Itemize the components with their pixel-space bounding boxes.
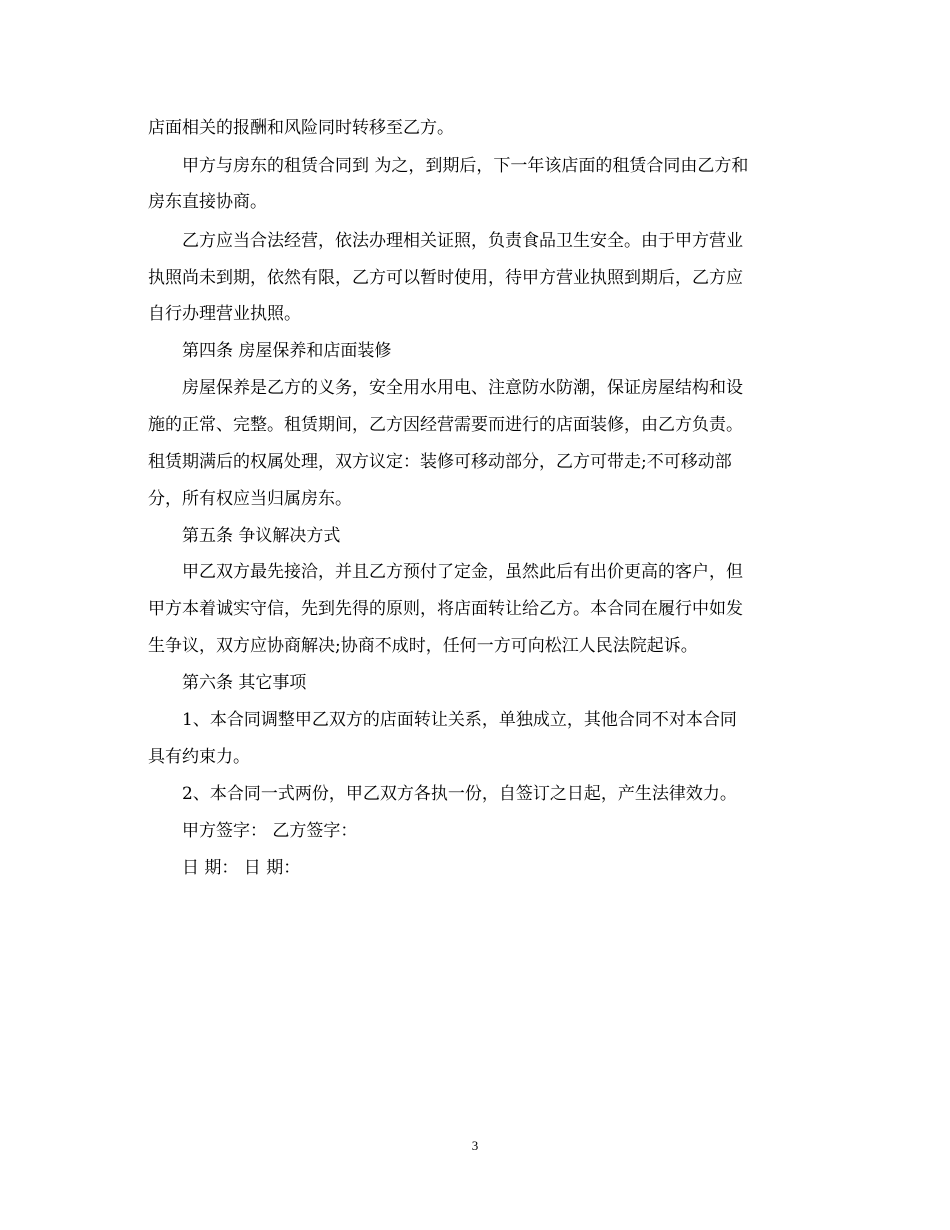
section-heading-article-4: 第四条 房屋保养和店面装修 (182, 341, 392, 361)
paragraph-line-13: 甲乙双方最先接洽，并且乙方预付了定金，虽然此后有出价更高的客户，但 (182, 562, 743, 582)
paragraph-line-6: 自行办理营业执照。 (148, 304, 301, 324)
paragraph-line-18: 具有约束力。 (148, 747, 250, 767)
paragraph-line-2: 甲方与房东的租赁合同到 为之，到期后，下一年该店面的租赁合同由乙方和 (182, 156, 749, 176)
paragraph-line-15: 生争议，双方应协商解决;协商不成时，任何一方可向松江人民法院起诉。 (148, 636, 698, 656)
paragraph-line-9: 施的正常、完整。租赁期间，乙方因经营需要而进行的店面装修，由乙方负责。 (148, 415, 743, 435)
paragraph-line-5: 执照尚未到期，依然有限，乙方可以暂时使用，待甲方营业执照到期后，乙方应 (148, 268, 743, 288)
section-heading-article-5: 第五条 争议解决方式 (182, 526, 341, 546)
signature-line: 甲方签字： 乙方签字： (182, 821, 358, 841)
paragraph-line-8: 房屋保养是乙方的义务，安全用水用电、注意防水防潮，保证房屋结构和设 (182, 378, 743, 398)
date-line: 日 期： 日 期： (182, 858, 301, 878)
paragraph-line-14: 甲方本着诚实守信，先到先得的原则，将店面转让给乙方。本合同在履行中如发 (148, 599, 743, 619)
paragraph-line-11: 分，所有权应当归属房东。 (148, 489, 352, 509)
paragraph-line-10: 租赁期满后的权属处理，双方议定：装修可移动部分，乙方可带走;不可移动部 (148, 452, 732, 472)
paragraph-line-1: 店面相关的报酬和风险同时转移至乙方。 (148, 118, 454, 138)
paragraph-line-17: 1、本合同调整甲乙双方的店面转让关系，单独成立，其他合同不对本合同 (182, 710, 737, 730)
paragraph-line-19: 2、本合同一式两份，甲乙双方各执一份，自签订之日起，产生法律效力。 (182, 784, 737, 804)
paragraph-line-4: 乙方应当合法经营，依法办理相关证照，负责食品卫生安全。由于甲方营业 (182, 231, 743, 251)
section-heading-article-6: 第六条 其它事项 (182, 673, 307, 693)
paragraph-line-3: 房东直接协商。 (148, 192, 267, 212)
page-number: 3 (471, 1138, 479, 1153)
